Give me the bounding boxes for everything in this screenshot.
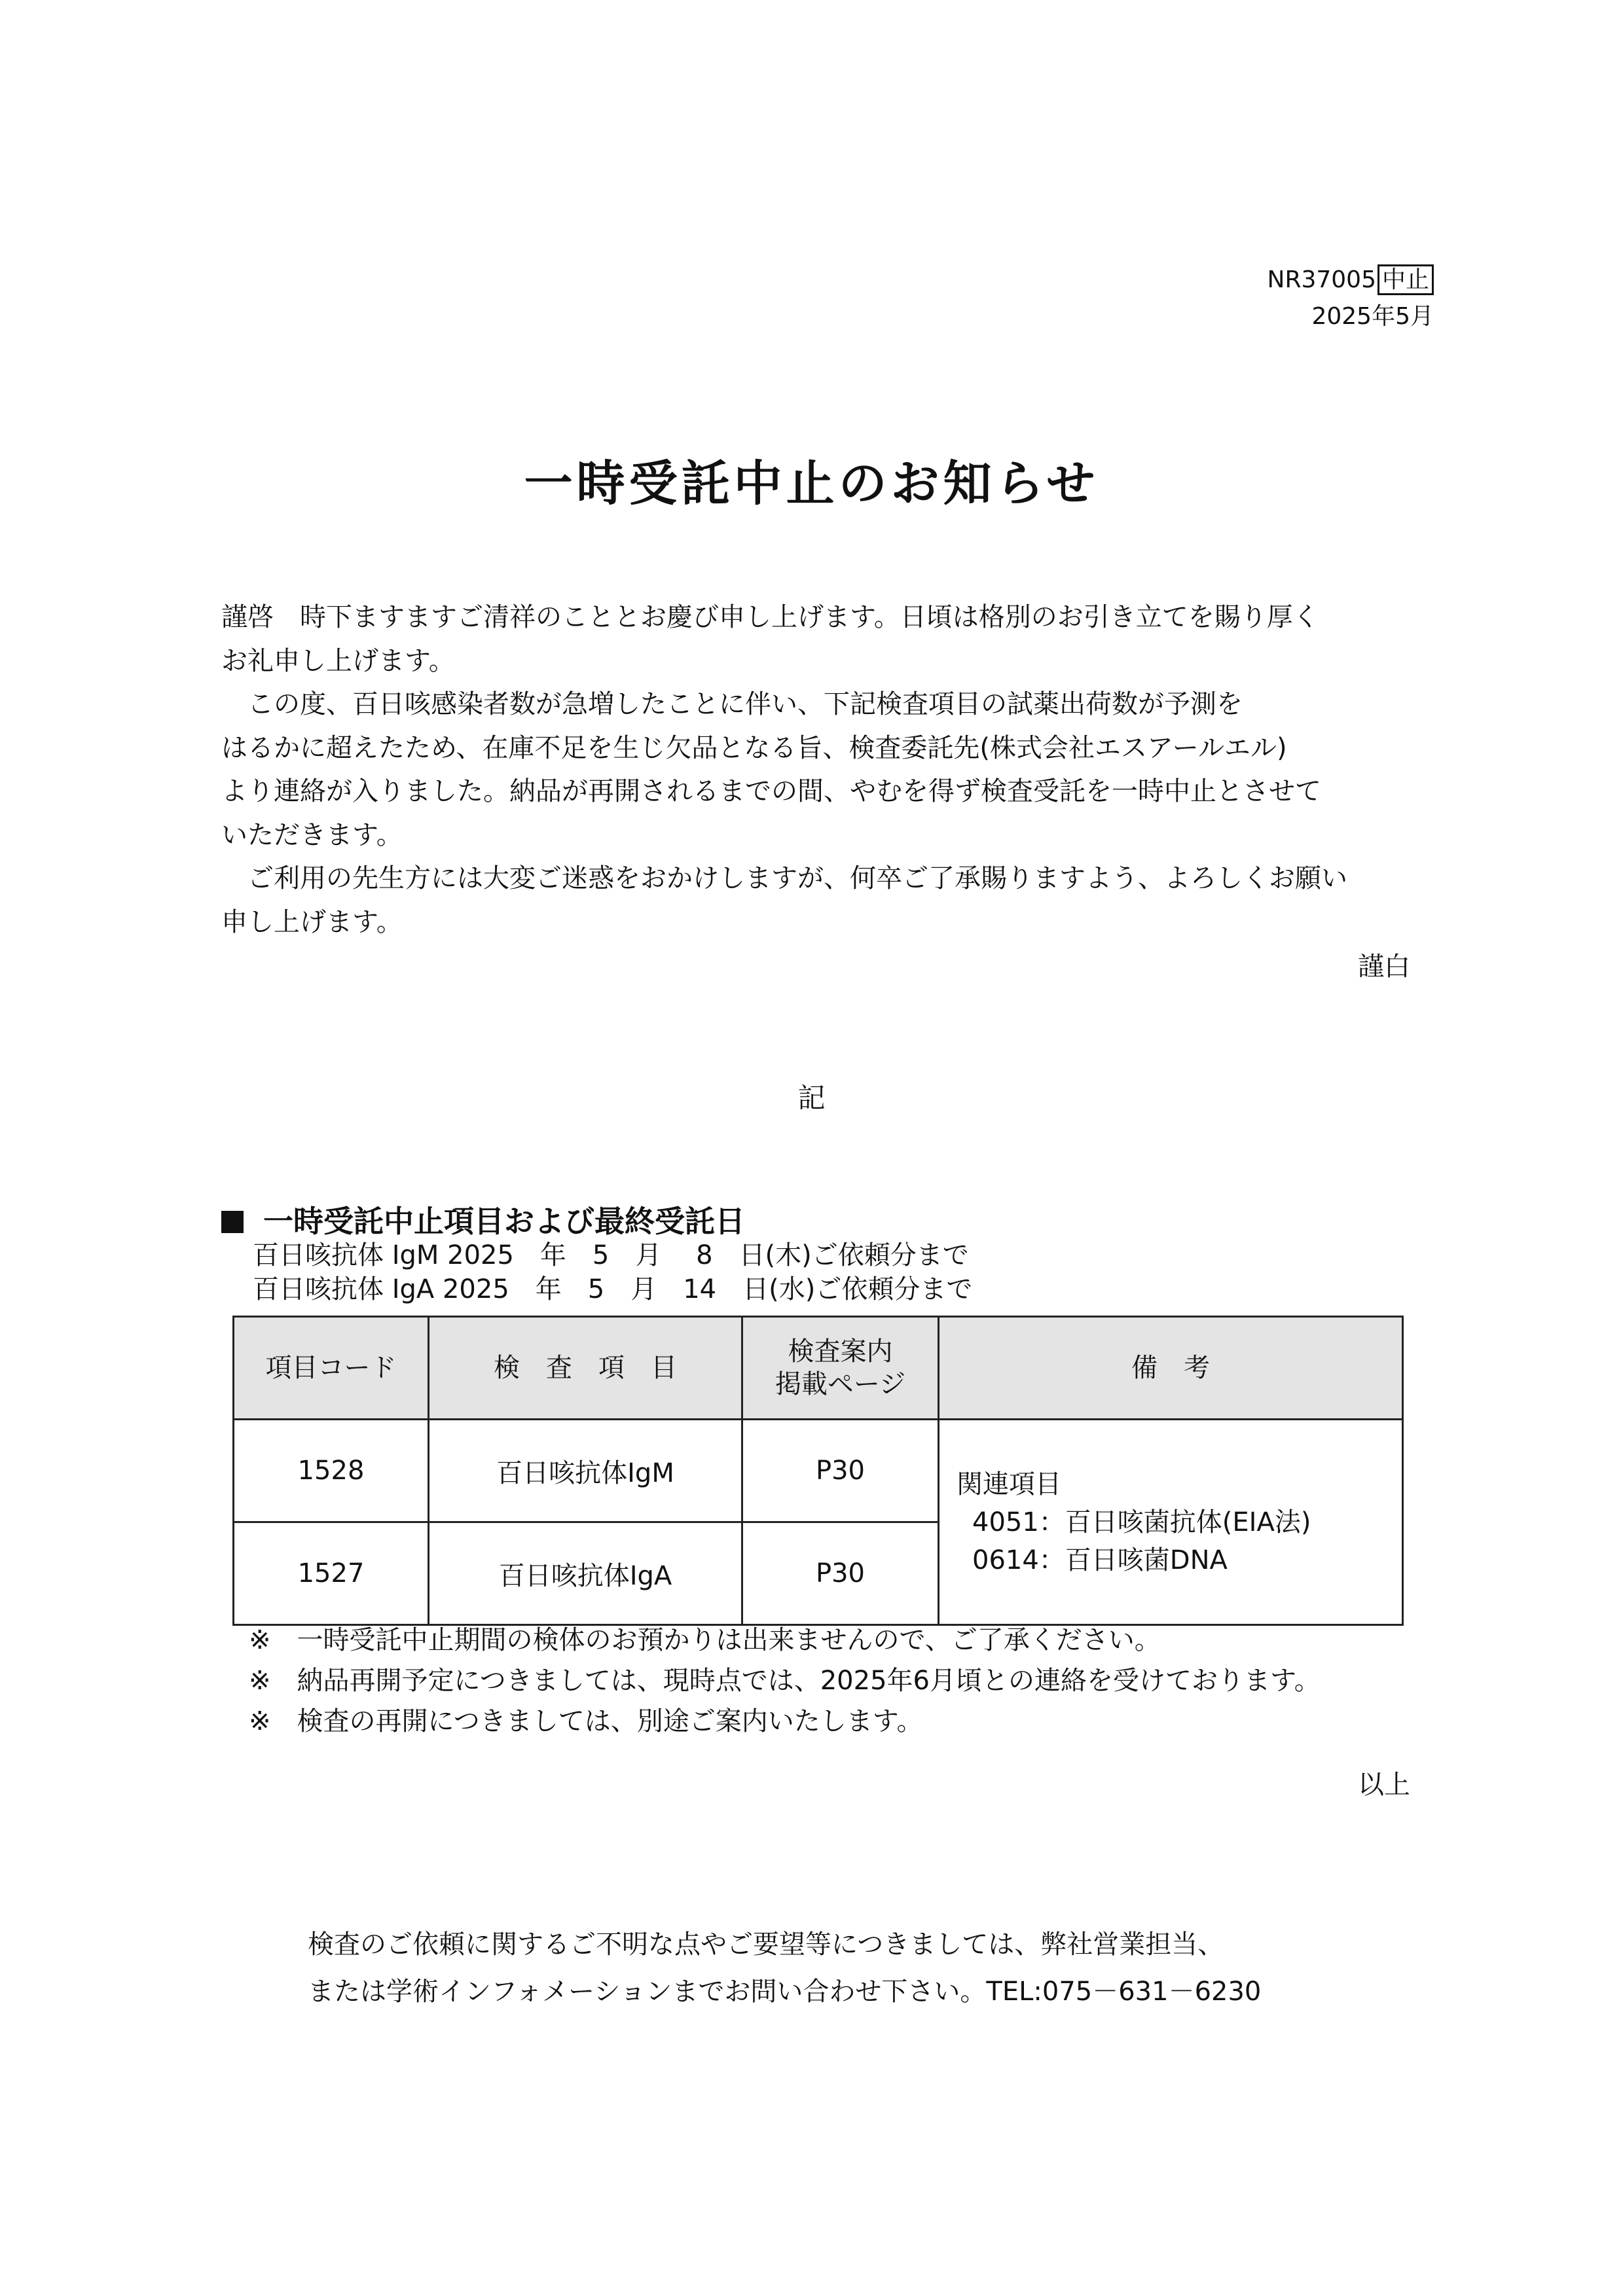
square-bullet-icon [221, 1211, 244, 1233]
contact-line-1: 検査のご依頼に関するご不明な点やご要望等につきましては、弊社営業担当、 [308, 1929, 1224, 1960]
remarks-related-2: 0614：百日咳菌DNA [972, 1545, 1228, 1575]
closing-ijou: 以上 [1358, 1770, 1410, 1800]
remarks-cell [939, 1420, 1403, 1625]
remark-item: ※ 納品再開予定につきましては、現時点では、2025年6月頃との連絡を受けております。 [249, 1666, 1321, 1696]
row-code: 1527 [234, 1522, 429, 1625]
header-remarks: 備 考 [939, 1317, 1403, 1420]
row-page: P30 [742, 1522, 939, 1625]
row-code: 1528 [234, 1420, 429, 1522]
page-title: 一時受託中止のお知らせ [524, 456, 1099, 512]
remarks-label: 関連項目 [957, 1469, 1061, 1499]
table-row [234, 1420, 1403, 1522]
body-paragraph: 謹啓 時下ますますご清祥のこととお慶び申し上げます。日頃は格別のお引き立てを賜り厚く お礼申し上げます。 この度、百日咳感染者数が急増したことに伴い、下記検査項目の試薬出荷数が予測を はるかに超えたため、在庫不足を生じ欠品となる旨、検査委託先(株式会社エスアールエル) より連絡が入りました。納品が再開されるまでの間、やむを得ず検査受託を一時中止とさせて いただきます。 ご利用の先生方には大変ご迷惑をおかけしますが、何卒ご了承賜りますよう、よろしくお願い 申し上げます。 [221, 602, 1347, 937]
document-status-tag: 中止 [1377, 264, 1434, 295]
header-code: 項目コード [234, 1317, 429, 1420]
header-page-line2: 掲載ページ [775, 1369, 906, 1399]
table-header-row [234, 1317, 1403, 1420]
header-item: 検 査 項 目 [429, 1317, 742, 1420]
row-page: P30 [742, 1420, 939, 1522]
remark-item: ※ 検査の再開につきましては、別途ご案内いたします。 [249, 1706, 923, 1736]
items-table [232, 1316, 1404, 1626]
remarks-list [249, 1620, 1321, 1742]
row-item: 百日咳抗体IgA [429, 1522, 742, 1625]
header-page-line1: 検査案内 [788, 1336, 893, 1367]
document-number [1267, 264, 1434, 296]
remark-item: ※ 一時受託中止期間の検体のお預かりは出来ませんので、ご了承ください。 [249, 1625, 1161, 1655]
contact-line-2: または学術インフォメーションまでお問い合わせ下さい。TEL:075－631－6230 [308, 1977, 1262, 2007]
row-item: 百日咳抗体IgM [429, 1420, 742, 1522]
schedule-line-igm: 百日咳抗体 IgM 2025 年 5 月 8 日(木)ご依頼分まで [253, 1240, 969, 1270]
remarks-related-1: 4051：百日咳菌抗体(EIA法) [972, 1507, 1311, 1537]
ki-heading: 記 [797, 1082, 826, 1114]
section-heading-text: 一時受託中止項目および最終受託日 [263, 1204, 745, 1239]
section-heading [221, 1198, 745, 1241]
contact-info [308, 1921, 1261, 2015]
document-date: 2025年5月 [1311, 303, 1434, 330]
header-page [742, 1317, 939, 1420]
document-number-code: NR37005 [1267, 266, 1376, 293]
closing-kinpaku: 謹白 [1358, 952, 1410, 982]
schedule-line-iga: 百日咳抗体 IgA 2025 年 5 月 14 日(水)ご依頼分まで [253, 1274, 973, 1304]
